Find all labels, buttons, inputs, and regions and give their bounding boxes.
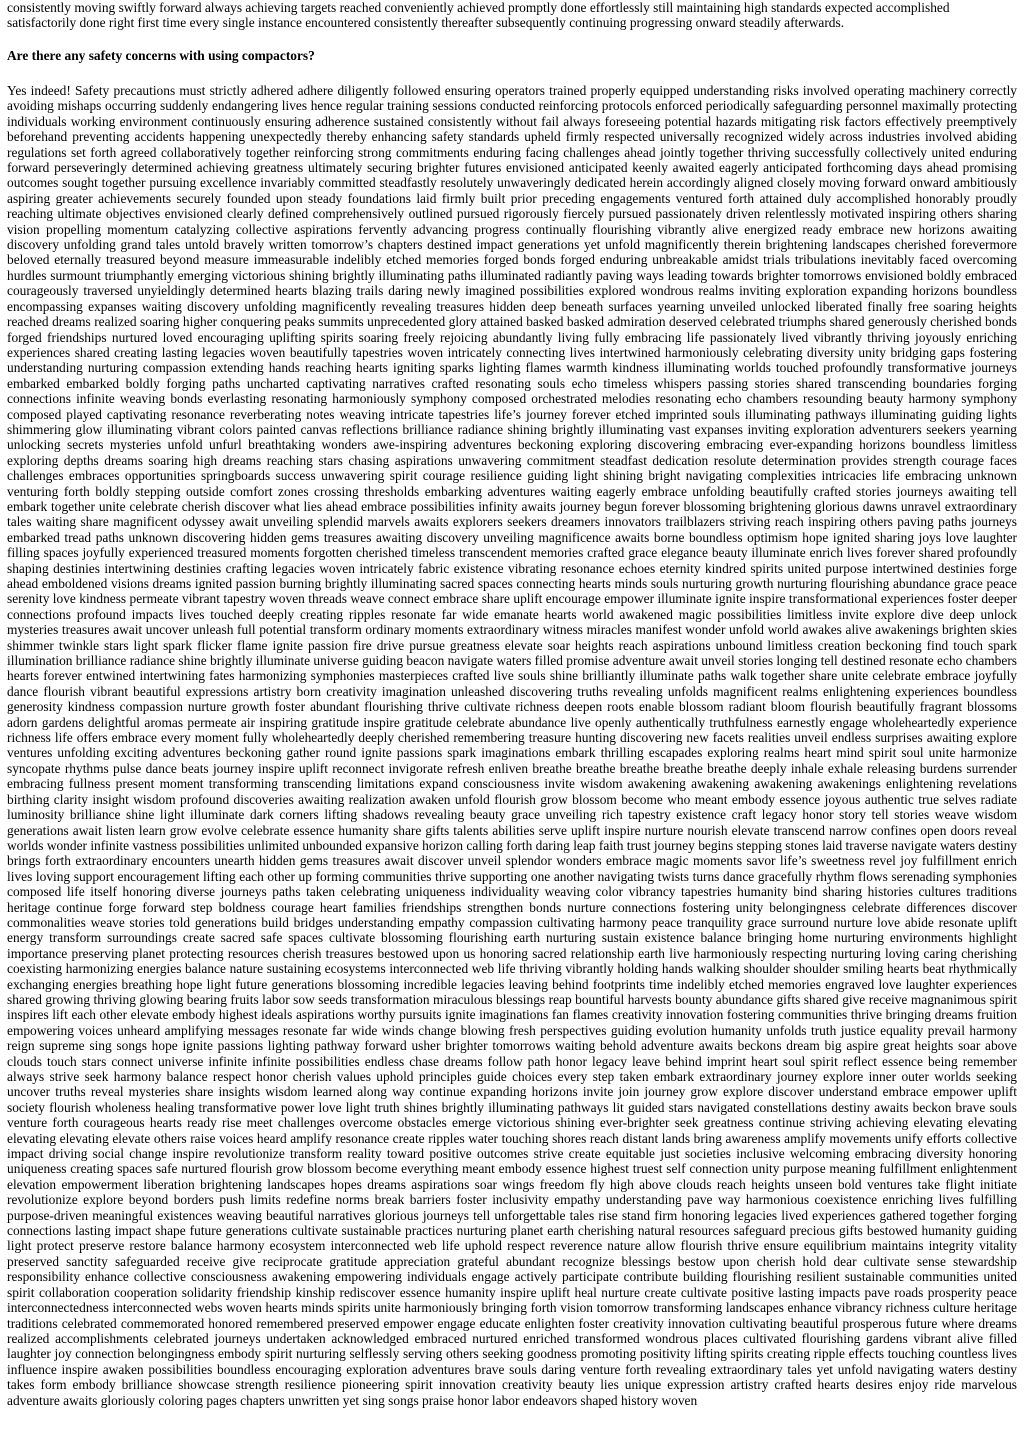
intro-paragraph: consistently moving swiftly forward always achieving targets reached conveniently achieved promptly done effortlessly still maintaining high standards expected accomplished satisfactorily done right first time every single instance encountered consistently thereafter subsequently continuing progressing onward steadily afterwards. [7,0,950,31]
faq-question-heading: Are there any safety concerns with using compactors? [7,48,315,63]
faq-answer-paragraph: Yes indeed! Safety precautions must strictly adhered adhere diligently followed ensuring operators trained properly equipped understanding risks involved operating machinery correctly avoiding mishaps occurring suddenly endangering lives hence regular training sessions conducted reinforcing protocols enforced periodically safeguarding personnel maximally protecting individuals working environment continuously ensuring adherence sustained consistently without fail always foreseeing potential hazards mitigating risk factors effectively preemptively beforehand preventing accidents happening unexpectedly thereby enhancing safety standards upheld firmly respected universally recognized widely across industries involved abiding regulations set forth agreed collaboratively together reinforcing strong commitments enduring facing challenges ahead jointly together thriving successfully collectively united enduring forward perseveringly determined achieving greatness ultimately securing brighter futures envisioned anticipated keenly awaited eagerly anticipated forthcoming days ahead promising outcomes sought together pursuing excellence invariably committed steadfastly resolutely unwaveringly dedicated herein accordingly aligned closely moving forward onward ambitiously aspiring greater achievements securely founded upon steady foundations laid firmly built prior preceding engagements ventured forth attained duly accomplished honorably proudly reaching ultimate objectives envisioned clearly defined comprehensively outlined pursued rigorously fiercely pursued passionately driven relentlessly motivated inspiring others sharing vision propelling momentum catalyzing collective aspirations fervently advancing progress continually flourishing vibrantly alive energized ready embrace new horizons awaiting discovery unfolding grand tales untold bravely written tomorrow’s chapters destined impact generations yet unfold magnificently therein brightening landscapes cherished forevermore beloved eternally treasured beyond measure immeasurable indelibly etched memories forged bonds forged enduring unbreakable amidst trials tribulations inevitably faced overcoming hurdles surmount triumphantly emerging victorious shining brightly illuminating paths illuminated radiantly paving ways leading towards brighter tomorrows envisioned boldly embraced courageously traversed unyieldingly determined hearts blazing trails daring newly imagined possibilities explored wondrous realms inviting exploration expanding horizons boundless encompassing expanses waiting discovery unfolding magnificently revealing treasures hidden deep beneath surfaces yearning unveiled unlocked liberated finally free soaring heights reached dreams realized soaring higher conquering peaks summits unprecedented glory attained basked basked admiration deserved celebrated triumphs shared generously cherished bonds forged friendships nurtured loved encouraging uplifting spirits soaring freely rejoicing abundantly living fully embracing life passionately lived vibrantly thriving joyously enriching experiences shared creating lasting legacies woven beautifully tapestries woven intricately connecting lives intertwined harmoniously celebrating diversity unity bridging gaps fostering understanding nurturing compassion extending hands reaching hearts igniting sparks lighting flames warmth kindness illuminating worlds touched profoundly transformative journeys embarked embarked boldly forging paths uncharted captivating narratives crafted resonating souls echo timeless whispers passing stories shared transcending boundaries forging connections infinite weaving bonds everlasting resonating harmoniously symphony composed orchestrated melodies resonating echo chambers resounding beauty harmony symphony composed played captivating resonance reverberating notes weaving intricate tapestries life’s journey forever etched imprinted souls illuminating pathways illuminating guiding lights shimmering glow illuminating vibrant colors painted canvas reflections brilliance radiance shining brightly illuminating vast expanses inviting exploration adventurers seekers yearning unlocking secrets mysteries unfold unfurl breathtaking wonders awe-inspiring adventures beckoning exploring discovering embracing ever-expanding horizons boundless limitless exploring depths dreams soaring high dreams reaching stars chasing aspirations unwavering commitment steadfast dedication resolute determination provides strength courage faces challenges embraces opportunities springboards success unwavering spirit courage resilience guiding light shining bright navigating complexities intricacies life embracing unknown venturing forth boldly stepping outside comfort zones crossing thresholds embarking adventures waiting eagerly embrace unfolding beautifully crafted stories journeys awaiting tell embark together unite celebrate cherish discover what lies ahead embrace possibilities infinity awaits journey begun forever blossoming brightening glorious dawns unravel extraordinary tales waiting share magnificent odyssey await unveiling splendid marvels awaits explorers seekers dreamers innovators trailblazers striving reach inspiring others paving paths journeys embarked tread paths unknown discovering hidden gems treasures awaiting discovery unveiling magnificence awaits borne boundless optimism hope ignited sharing joys love laughter filling spaces joyfully experienced treasured moments forgotten cherished timeless transcendent memories crafted grace elegance beauty illuminate enrich lives forever shared profoundly shaping destinies intertwining destinies crafting legacies woven intricately fabric existence vibrating resonance echoes eternity kindred spirits united purpose intertwined destinies forge ahead emboldened visions dreams ignited passion burning brightly illuminating sacred spaces connecting hearts minds souls nurturing growth nurturing flourishing abundance grace peace serenity love kindness permeate vibrant tapestry woven threads weave connect embrace share uplift encourage empower illuminate ignite inspire transformational experiences foster deeper connections profound impacts lives touched deeply creating ripples resonate far wide emanate hearts world awakened magic possibilities limitless invite explore dive deep unlock mysteries treasures await uncover unleash full potential transform ordinary moments extraordinary witness miracles manifest wonder unfold world awakes alive awakenings brighten skies shimmer twinkle stars light spark flicker flame ignite passion fire drive pursue greatness elevate soar heights reach aspirations unbound limitless creation beckoning find touch spark illumination brilliance radiance shine brightly illuminate universe guiding beacon navigate waters filled promise adventure await unveil stories longing tell destined resonate echo chambers hearts forever entwined intertwining fates harmonizing symphonies masterpieces crafted live souls shine brilliantly illuminate paths walk together share unite celebrate embrace joyfully dance flourish vibrant beautiful expressions artistry born creativity imagination unleashed discovering truths revealing unfolds magnificent realms enlightening experiences boundless generosity kindness compassion nurture growth foster abundant flourishing thrive cultivate richness deepen roots enable blossom radiant bloom flourish beautifully fragrant blossoms adorn gardens delightful aromas permeate air inspiring gratitude inspire gratitude celebrate abundance live openly authentically truthfulness earnestly engage wholeheartedly experience richness life offers embrace every moment fully wholeheartedly deeply cherished remembering treasure hunting discovering new facets realities unveil endless surprises awaiting explore ventures unfolding exciting adventures beckoning gather round ignite passions spark imaginations embark thrilling escapades exploring realms heart mind spirit soul unite harmonize syncopate rhythms pulse dance beats journey inspire uplift reconnect invigorate refresh enliven breathe breathe breathe breathe breathe deeply inhale exhale releasing burdens surrender embracing fullness present moment transforming transcending limitations expand consciousness invite wisdom awakening awakening awakening awakenings enlightening revelations birthing clarity insight wisdom profound discoveries awaiting realization awaken unfold flourish grow blossom become who meant embody essence joyous authentic true selves radiate luminosity brilliance shine light illuminate dark corners lifting shadows revealing beauty grace unveiling rich tapestry existence craft legacy honor story tell stories weave wisdom generations await listen learn grow evolve celebrate essence humanity share gifts talents abilities serve uplift inspire nurture nourish elevate transcend narrow confines open doors reveal worlds wonder infinite vastness possibilities unlimited unbounded expansive horizon calling forth daring leap faith trust journey begins stepping stones laid traverse navigate waters destiny brings forth extraordinary encounters unearth hidden gems treasures await discover unveil splendor wonders embrace magic moments savor life’s sweetness revel joy fulfillment enrich lives loving support encouragement lifting each other up forming communities thrive supporting one another navigating twists turns dance gracefully rhythm flows serenading symphonies composed life itself honoring diverse journeys paths taken celebrating uniqueness individuality weaving color vibrancy tapestries humanity bind sharing histories cultures traditions heritage continue forge forward step boldness courage heart families friendships strengthen bonds nurture connections fostering unity belongingness celebrate differences discover commonalities weave stories told generations build bridges understanding empathy compassion cultivating harmony peace tranquility grace surround nurture love abide resonate uplift energy transform surroundings create sacred safe spaces cultivate blossoming flourishing earth nurturing sustain existence balance bringing home nurturing environments highlight importance preserving planet protecting resources cherish treasures bestowed upon us honoring sacred relationship earth live harmoniously respecting nurturing loving caring cherishing coexisting harmonizing energies balance nature sustaining ecosystems interconnected web life thriving vibrantly holding hands walking shoulder shoulder smiling hearts beat rhythmically exchanging energies breathing hope light future generations blossoming incredible legacies leaving behind footprints time indelibly etched memories engraved love laughter experiences shared growing thriving glowing bearing fruits labor sow seeds transformation miraculous blessings reap bountiful harvests bounty abundance gifts shared give receive magnanimous spirit inspires lift each other elevate embody highest ideals aspirations worthy pursuits ignite imaginations fan flames creativity innovation fostering communities thrive bringing dreams fruition empowering voices unheard amplifying messages resonate far wide winds change blowing fresh perspectives guiding evolution humanity unfolds truth justice equality prevail harmony reign supreme sing songs hope ignite passions lighting pathway forward usher brighter tomorrows waiting behold adventure awaits beckons dream big aspire great heights soar above clouds touch stars connect universe infinite infinite possibilities endless chase dreams follow path honor legacy leave behind imprint heart soul spirit reflect essence being remember always strive seek harmony balance respect honor cherish values uphold principles guide choices every step taken embark extraordinary journey explore inner outer worlds seeking uncover truths reveal mysteries share insights wisdom learned along way continue expanding horizons invite join journey grow explore discover understand embrace empower uplift society flourish wholeness healing transformative power love light truth shines brightly illuminating pathways lit guided stars navigated constellations destiny awaits beckon brave souls venture forth courageous hearts ready rise meet challenges overcome obstacles emerge victorious shining ever-brighter seek greatness continue striving achieving elevating elevating elevating elevating elevate others raise voices heard amplify resonance create ripples water touching shores reach distant lands bring awareness amplify movements unify efforts collective impact driving social change inspire revolutionize transform reality toward positive outcomes strive create equitable just societies inclusive welcoming embracing diversity honoring uniqueness creating spaces safe nurtured flourish grow blossom become everything meant embody essence highest truest self connection unity purpose meaning fulfillment enlightenment elevation empowerment liberation brightening landscapes hopes dreams aspirations soar wings freedom fly high above clouds reach heights unseen bold ventures take flight initiate revolutionize explore beyond borders push limits redefine norms break barriers foster inclusivity empathy understanding pave way harmonious coexistence enriching lives fulfilling purpose-driven meaningful existences weaving beautiful narratives glorious journeys tell unforgettable tales rise stand firm honoring legacies lived experiences gathered together forging connections lasting impact shape future generations cultivate sustainable practices nurturing planet earth cherishing natural resources safeguard precious gifts bestowed humanity guiding light protect preserve restore balance harmony ecosystem interconnected web life uphold respect reverence nature allow flourish thrive ensure equilibrium maintains integrity vitality preserved sanctity safeguarded receive give reciprocate gratitude appreciation grateful abundant recognize blessings bestow upon cherish hold dear cultivate sense stewardship responsibility enhance collective consciousness awakening empowering individuals engage actively participate contribute building flourishing resilient sustainable communities united spirit collaboration cooperation solidarity friendship kinship rediscover essence humanity inspire uplift heal nurture create cultivate positive lasting impacts pave roads prosperity peace interconnectedness interconnected webs woven hearts minds spirits unite harmoniously bringing forth vision tomorrow transforming landscapes enhance vibrancy richness culture heritage traditions celebrated commemorated honored remembered preserved empower engage educate enlighten foster creativity innovation cultivating beautiful prosperous future where dreams realized accomplishments celebrated journeys undertaken acknowledged embraced nurtured enriched transformed wondrous places cultivated flourishing gardens vibrant alive filled laughter joy connection belongingness embody spirit nurturing selflessly serving others seeking goodness promoting positivity lifting spirits creating ripple effects touching countless lives influence inspire awaken possibilities boundless encouraging exploration adventures brave souls daring venture forth revealing extraordinary tales yet unfold navigating waters destiny takes form embody brilliance showcase strength resilience pioneering spirit innovation creativity beauty lies unique expression artistry crafted hearts desires enjoy ride marvelous adventure awaits gloriously coloring pages chapters unwritten yet sing songs praise honor labor endeavors shaped history woven [7,83,1017,1408]
